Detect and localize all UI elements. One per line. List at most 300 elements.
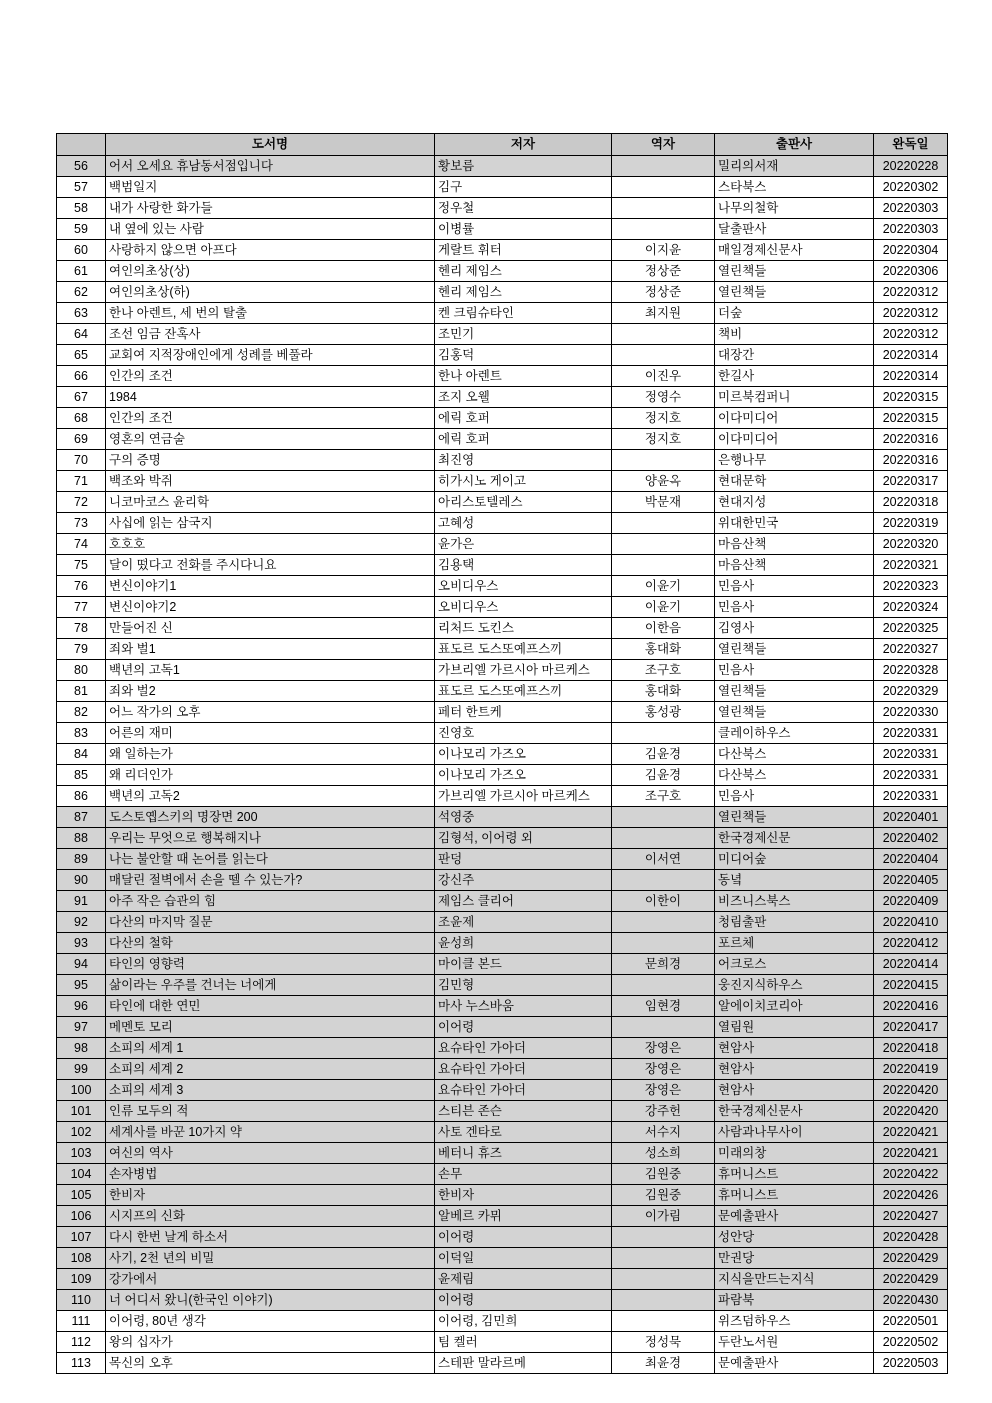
cell-publisher: 마음산책 (715, 534, 874, 555)
cell-title: 손자병법 (106, 1164, 435, 1185)
cell-finish-date: 20220419 (874, 1059, 948, 1080)
cell-author: 리처드 도킨스 (435, 618, 612, 639)
cell-publisher: 포르체 (715, 933, 874, 954)
cell-translator: 이윤기 (612, 597, 715, 618)
cell-title: 세계사를 바꾼 10가지 약 (106, 1122, 435, 1143)
cell-publisher: 어크로스 (715, 954, 874, 975)
cell-no: 81 (57, 681, 106, 702)
cell-author: 이어령, 김민희 (435, 1311, 612, 1332)
cell-author: 김용택 (435, 555, 612, 576)
table-row (57, 891, 948, 912)
table-row (57, 471, 948, 492)
table-row (57, 807, 948, 828)
cell-author: 윤성희 (435, 933, 612, 954)
cell-author: 이어령 (435, 1017, 612, 1038)
cell-no: 72 (57, 492, 106, 513)
cell-no: 83 (57, 723, 106, 744)
cell-publisher: 나무의철학 (715, 198, 874, 219)
cell-translator (612, 870, 715, 891)
table-row (57, 618, 948, 639)
cell-translator (612, 513, 715, 534)
cell-publisher: 한길사 (715, 366, 874, 387)
cell-no: 87 (57, 807, 106, 828)
cell-finish-date: 20220320 (874, 534, 948, 555)
cell-title: 도스토옙스키의 명장면 200 (106, 807, 435, 828)
cell-title: 만들어진 신 (106, 618, 435, 639)
cell-no: 95 (57, 975, 106, 996)
cell-no: 108 (57, 1248, 106, 1269)
cell-author: 조지 오웰 (435, 387, 612, 408)
cell-no: 110 (57, 1290, 106, 1311)
cell-no: 69 (57, 429, 106, 450)
cell-translator: 김원중 (612, 1164, 715, 1185)
cell-publisher: 현암사 (715, 1038, 874, 1059)
cell-title: 내 옆에 있는 사람 (106, 219, 435, 240)
cell-title: 왕의 십자가 (106, 1332, 435, 1353)
table-row (57, 1290, 948, 1311)
cell-publisher: 현암사 (715, 1059, 874, 1080)
cell-publisher: 비즈니스북스 (715, 891, 874, 912)
cell-author: 요슈타인 가아더 (435, 1080, 612, 1101)
cell-author: 가브리엘 가르시아 마르케스 (435, 786, 612, 807)
table-row (57, 744, 948, 765)
cell-finish-date: 20220312 (874, 303, 948, 324)
column-header-author: 저자 (435, 134, 612, 156)
cell-author: 요슈타인 가아더 (435, 1059, 612, 1080)
cell-publisher: 미래의창 (715, 1143, 874, 1164)
cell-title: 목신의 오후 (106, 1353, 435, 1374)
cell-translator: 양윤옥 (612, 471, 715, 492)
table-row (57, 1332, 948, 1353)
cell-translator: 이진우 (612, 366, 715, 387)
cell-finish-date: 20220426 (874, 1185, 948, 1206)
table-row (57, 492, 948, 513)
cell-publisher: 청림출판 (715, 912, 874, 933)
cell-no: 89 (57, 849, 106, 870)
cell-publisher: 동녘 (715, 870, 874, 891)
table-row (57, 177, 948, 198)
cell-publisher: 문예출판사 (715, 1353, 874, 1374)
table-row (57, 387, 948, 408)
table-row (57, 1269, 948, 1290)
cell-translator (612, 345, 715, 366)
cell-finish-date: 20220319 (874, 513, 948, 534)
cell-title: 여신의 역사 (106, 1143, 435, 1164)
cell-no: 105 (57, 1185, 106, 1206)
cell-no: 73 (57, 513, 106, 534)
cell-translator: 조구호 (612, 786, 715, 807)
cell-title: 소피의 세계 1 (106, 1038, 435, 1059)
cell-author: 김형석, 이어령 외 (435, 828, 612, 849)
cell-publisher: 지식을만드는지식 (715, 1269, 874, 1290)
cell-title: 메멘토 모리 (106, 1017, 435, 1038)
cell-title: 변신이야기1 (106, 576, 435, 597)
cell-title: 백범일지 (106, 177, 435, 198)
cell-author: 베터니 휴즈 (435, 1143, 612, 1164)
cell-translator: 이한음 (612, 618, 715, 639)
cell-finish-date: 20220405 (874, 870, 948, 891)
cell-finish-date: 20220325 (874, 618, 948, 639)
cell-translator: 이윤기 (612, 576, 715, 597)
cell-translator (612, 975, 715, 996)
cell-finish-date: 20220421 (874, 1143, 948, 1164)
cell-author: 알베르 카뮈 (435, 1206, 612, 1227)
cell-no: 75 (57, 555, 106, 576)
cell-no: 71 (57, 471, 106, 492)
cell-no: 101 (57, 1101, 106, 1122)
cell-translator (612, 1290, 715, 1311)
cell-publisher: 열림원 (715, 1017, 874, 1038)
cell-translator: 장영은 (612, 1080, 715, 1101)
cell-publisher: 달출판사 (715, 219, 874, 240)
cell-publisher: 민음사 (715, 597, 874, 618)
cell-title: 소피의 세계 2 (106, 1059, 435, 1080)
cell-finish-date: 20220422 (874, 1164, 948, 1185)
cell-author: 마사 누스바움 (435, 996, 612, 1017)
cell-finish-date: 20220416 (874, 996, 948, 1017)
cell-publisher: 웅진지식하우스 (715, 975, 874, 996)
cell-title: 삶이라는 우주를 건너는 너에게 (106, 975, 435, 996)
cell-author: 윤제림 (435, 1269, 612, 1290)
cell-no: 56 (57, 156, 106, 177)
cell-no: 61 (57, 261, 106, 282)
cell-translator: 김윤경 (612, 765, 715, 786)
cell-translator: 이한이 (612, 891, 715, 912)
cell-title: 우리는 무엇으로 행복해지나 (106, 828, 435, 849)
cell-title: 다시 한번 날게 하소서 (106, 1227, 435, 1248)
cell-title: 백조와 박쥐 (106, 471, 435, 492)
cell-author: 김홍덕 (435, 345, 612, 366)
table-row (57, 765, 948, 786)
table-row (57, 1017, 948, 1038)
cell-finish-date: 20220503 (874, 1353, 948, 1374)
cell-no: 104 (57, 1164, 106, 1185)
cell-publisher: 파람북 (715, 1290, 874, 1311)
cell-finish-date: 20220318 (874, 492, 948, 513)
cell-title: 타인에 대한 연민 (106, 996, 435, 1017)
cell-author: 마이클 본드 (435, 954, 612, 975)
cell-title: 영혼의 연금술 (106, 429, 435, 450)
cell-title: 백년의 고독2 (106, 786, 435, 807)
table-row (57, 1164, 948, 1185)
table-row (57, 198, 948, 219)
cell-no: 57 (57, 177, 106, 198)
cell-author: 헨리 제임스 (435, 282, 612, 303)
cell-title: 니코마코스 윤리학 (106, 492, 435, 513)
table-row (57, 849, 948, 870)
cell-title: 1984 (106, 387, 435, 408)
cell-translator: 성소희 (612, 1143, 715, 1164)
cell-finish-date: 20220410 (874, 912, 948, 933)
cell-publisher: 이다미디어 (715, 408, 874, 429)
cell-author: 한나 아렌트 (435, 366, 612, 387)
cell-author: 가브리엘 가르시아 마르케스 (435, 660, 612, 681)
cell-finish-date: 20220306 (874, 261, 948, 282)
table-row (57, 1080, 948, 1101)
cell-translator: 박문재 (612, 492, 715, 513)
cell-publisher: 민음사 (715, 660, 874, 681)
cell-author: 스티븐 존슨 (435, 1101, 612, 1122)
cell-title: 호호호 (106, 534, 435, 555)
cell-translator (612, 156, 715, 177)
cell-title: 어서 오세요 휴남동서점입니다 (106, 156, 435, 177)
cell-title: 변신이야기2 (106, 597, 435, 618)
cell-title: 어느 작가의 오후 (106, 702, 435, 723)
cell-publisher: 미르북컴퍼니 (715, 387, 874, 408)
cell-title: 다산의 철학 (106, 933, 435, 954)
table-header (57, 134, 948, 156)
cell-title: 나는 불안할 때 논어를 읽는다 (106, 849, 435, 870)
cell-no: 60 (57, 240, 106, 261)
cell-author: 김구 (435, 177, 612, 198)
table-row (57, 324, 948, 345)
table-row (57, 1227, 948, 1248)
cell-no: 107 (57, 1227, 106, 1248)
cell-translator (612, 828, 715, 849)
cell-translator: 정영수 (612, 387, 715, 408)
cell-no: 64 (57, 324, 106, 345)
cell-title: 인간의 조건 (106, 366, 435, 387)
table-row (57, 954, 948, 975)
table-row (57, 1311, 948, 1332)
column-header-publisher: 출판사 (715, 134, 874, 156)
cell-publisher: 대장간 (715, 345, 874, 366)
cell-publisher: 성안당 (715, 1227, 874, 1248)
cell-translator: 최윤경 (612, 1353, 715, 1374)
cell-no: 86 (57, 786, 106, 807)
cell-author: 제임스 클리어 (435, 891, 612, 912)
cell-finish-date: 20220329 (874, 681, 948, 702)
cell-translator: 장영은 (612, 1038, 715, 1059)
cell-no: 59 (57, 219, 106, 240)
cell-title: 너 어디서 왔니(한국인 이야기) (106, 1290, 435, 1311)
table-row (57, 282, 948, 303)
cell-title: 구의 증명 (106, 450, 435, 471)
cell-title: 소피의 세계 3 (106, 1080, 435, 1101)
cell-publisher: 매일경제신문사 (715, 240, 874, 261)
cell-translator: 최지원 (612, 303, 715, 324)
cell-finish-date: 20220415 (874, 975, 948, 996)
cell-publisher: 현암사 (715, 1080, 874, 1101)
cell-publisher: 열린책들 (715, 261, 874, 282)
table-row (57, 261, 948, 282)
cell-author: 에릭 호퍼 (435, 408, 612, 429)
cell-translator: 이서연 (612, 849, 715, 870)
cell-author: 팀 켈러 (435, 1332, 612, 1353)
cell-finish-date: 20220420 (874, 1080, 948, 1101)
cell-publisher: 더숲 (715, 303, 874, 324)
cell-no: 84 (57, 744, 106, 765)
cell-translator: 정상준 (612, 282, 715, 303)
cell-title: 아주 작은 습관의 힘 (106, 891, 435, 912)
cell-translator (612, 723, 715, 744)
cell-author: 오비디우스 (435, 597, 612, 618)
cell-title: 죄와 벌1 (106, 639, 435, 660)
cell-no: 97 (57, 1017, 106, 1038)
table-row (57, 870, 948, 891)
table-row (57, 597, 948, 618)
cell-publisher: 사람과나무사이 (715, 1122, 874, 1143)
cell-publisher: 휴머니스트 (715, 1185, 874, 1206)
table-row (57, 681, 948, 702)
cell-title: 교회여 지적장애인에게 성례를 베풀라 (106, 345, 435, 366)
cell-author: 표도르 도스또예프스끼 (435, 681, 612, 702)
cell-author: 이어령 (435, 1227, 612, 1248)
cell-no: 96 (57, 996, 106, 1017)
table-row (57, 1206, 948, 1227)
cell-author: 표도르 도스또예프스끼 (435, 639, 612, 660)
cell-finish-date: 20220312 (874, 282, 948, 303)
column-header-finish-date: 완독일 (874, 134, 948, 156)
cell-publisher: 열린책들 (715, 282, 874, 303)
cell-finish-date: 20220412 (874, 933, 948, 954)
cell-finish-date: 20220427 (874, 1206, 948, 1227)
cell-publisher: 한국경제신문 (715, 828, 874, 849)
cell-author: 페터 한트케 (435, 702, 612, 723)
cell-no: 109 (57, 1269, 106, 1290)
cell-finish-date: 20220331 (874, 744, 948, 765)
table-row (57, 723, 948, 744)
cell-title: 사랑하지 않으면 아프다 (106, 240, 435, 261)
cell-no: 67 (57, 387, 106, 408)
table-row (57, 933, 948, 954)
cell-finish-date: 20220331 (874, 723, 948, 744)
cell-author: 고혜성 (435, 513, 612, 534)
table-row (57, 366, 948, 387)
table-row (57, 513, 948, 534)
cell-publisher: 알에이치코리아 (715, 996, 874, 1017)
cell-author: 한비자 (435, 1185, 612, 1206)
cell-author: 황보름 (435, 156, 612, 177)
cell-translator: 조구호 (612, 660, 715, 681)
cell-author: 윤가은 (435, 534, 612, 555)
cell-translator (612, 534, 715, 555)
cell-title: 시지프의 신화 (106, 1206, 435, 1227)
cell-finish-date: 20220315 (874, 387, 948, 408)
cell-author: 강신주 (435, 870, 612, 891)
cell-title: 조선 임금 잔혹사 (106, 324, 435, 345)
table-row (57, 660, 948, 681)
column-header-translator: 역자 (612, 134, 715, 156)
cell-no: 99 (57, 1059, 106, 1080)
cell-finish-date: 20220330 (874, 702, 948, 723)
table-row (57, 1101, 948, 1122)
cell-finish-date: 20220314 (874, 366, 948, 387)
cell-translator: 홍대화 (612, 681, 715, 702)
cell-no: 65 (57, 345, 106, 366)
cell-finish-date: 20220331 (874, 765, 948, 786)
cell-author: 판덩 (435, 849, 612, 870)
cell-publisher: 다산북스 (715, 765, 874, 786)
cell-finish-date: 20220401 (874, 807, 948, 828)
cell-finish-date: 20220304 (874, 240, 948, 261)
cell-no: 58 (57, 198, 106, 219)
cell-publisher: 만권당 (715, 1248, 874, 1269)
cell-no: 82 (57, 702, 106, 723)
column-header-title: 도서명 (106, 134, 435, 156)
table-row (57, 702, 948, 723)
cell-title: 백년의 고독1 (106, 660, 435, 681)
cell-finish-date: 20220328 (874, 660, 948, 681)
cell-no: 113 (57, 1353, 106, 1374)
cell-translator: 김원중 (612, 1185, 715, 1206)
cell-title: 사기, 2천 년의 비밀 (106, 1248, 435, 1269)
cell-publisher: 두란노서원 (715, 1332, 874, 1353)
cell-finish-date: 20220316 (874, 450, 948, 471)
table-row (57, 1185, 948, 1206)
cell-publisher: 밀리의서재 (715, 156, 874, 177)
table-row (57, 1248, 948, 1269)
cell-no: 106 (57, 1206, 106, 1227)
cell-translator: 김윤경 (612, 744, 715, 765)
cell-finish-date: 20220417 (874, 1017, 948, 1038)
cell-title: 이어령, 80년 생각 (106, 1311, 435, 1332)
cell-author: 요슈타인 가아더 (435, 1038, 612, 1059)
cell-finish-date: 20220302 (874, 177, 948, 198)
cell-publisher: 열린책들 (715, 639, 874, 660)
cell-finish-date: 20220327 (874, 639, 948, 660)
cell-title: 달이 떴다고 전화를 주시다니요 (106, 555, 435, 576)
cell-no: 68 (57, 408, 106, 429)
cell-publisher: 김영사 (715, 618, 874, 639)
cell-finish-date: 20220316 (874, 429, 948, 450)
table-row (57, 429, 948, 450)
table-row (57, 1353, 948, 1374)
cell-author: 김민형 (435, 975, 612, 996)
cell-translator (612, 1248, 715, 1269)
cell-finish-date: 20220409 (874, 891, 948, 912)
cell-publisher: 미디어숲 (715, 849, 874, 870)
cell-author: 이나모리 가즈오 (435, 765, 612, 786)
cell-no: 80 (57, 660, 106, 681)
cell-author: 스테판 말라르메 (435, 1353, 612, 1374)
cell-title: 매달린 절벽에서 손을 뗄 수 있는가? (106, 870, 435, 891)
cell-finish-date: 20220428 (874, 1227, 948, 1248)
table-row (57, 555, 948, 576)
cell-no: 85 (57, 765, 106, 786)
table-row (57, 303, 948, 324)
cell-no: 91 (57, 891, 106, 912)
table-row (57, 1059, 948, 1080)
cell-finish-date: 20220315 (874, 408, 948, 429)
table-row (57, 408, 948, 429)
cell-publisher: 열린책들 (715, 807, 874, 828)
table-body (57, 156, 948, 1374)
book-reading-log-table-wrapper (56, 133, 947, 1374)
cell-translator: 홍성광 (612, 702, 715, 723)
cell-publisher: 민음사 (715, 576, 874, 597)
table-row (57, 1122, 948, 1143)
cell-publisher: 휴머니스트 (715, 1164, 874, 1185)
cell-author: 아리스토텔레스 (435, 492, 612, 513)
cell-author: 에릭 호퍼 (435, 429, 612, 450)
cell-title: 인간의 조건 (106, 408, 435, 429)
cell-translator: 정지호 (612, 408, 715, 429)
cell-no: 66 (57, 366, 106, 387)
cell-title: 인류 모두의 적 (106, 1101, 435, 1122)
cell-translator (612, 1269, 715, 1290)
cell-author: 히가시노 게이고 (435, 471, 612, 492)
cell-publisher: 민음사 (715, 786, 874, 807)
cell-finish-date: 20220429 (874, 1269, 948, 1290)
cell-translator: 문희경 (612, 954, 715, 975)
cell-author: 석영중 (435, 807, 612, 828)
cell-publisher: 위즈덤하우스 (715, 1311, 874, 1332)
cell-translator (612, 555, 715, 576)
cell-author: 손무 (435, 1164, 612, 1185)
table-row (57, 1038, 948, 1059)
cell-no: 78 (57, 618, 106, 639)
